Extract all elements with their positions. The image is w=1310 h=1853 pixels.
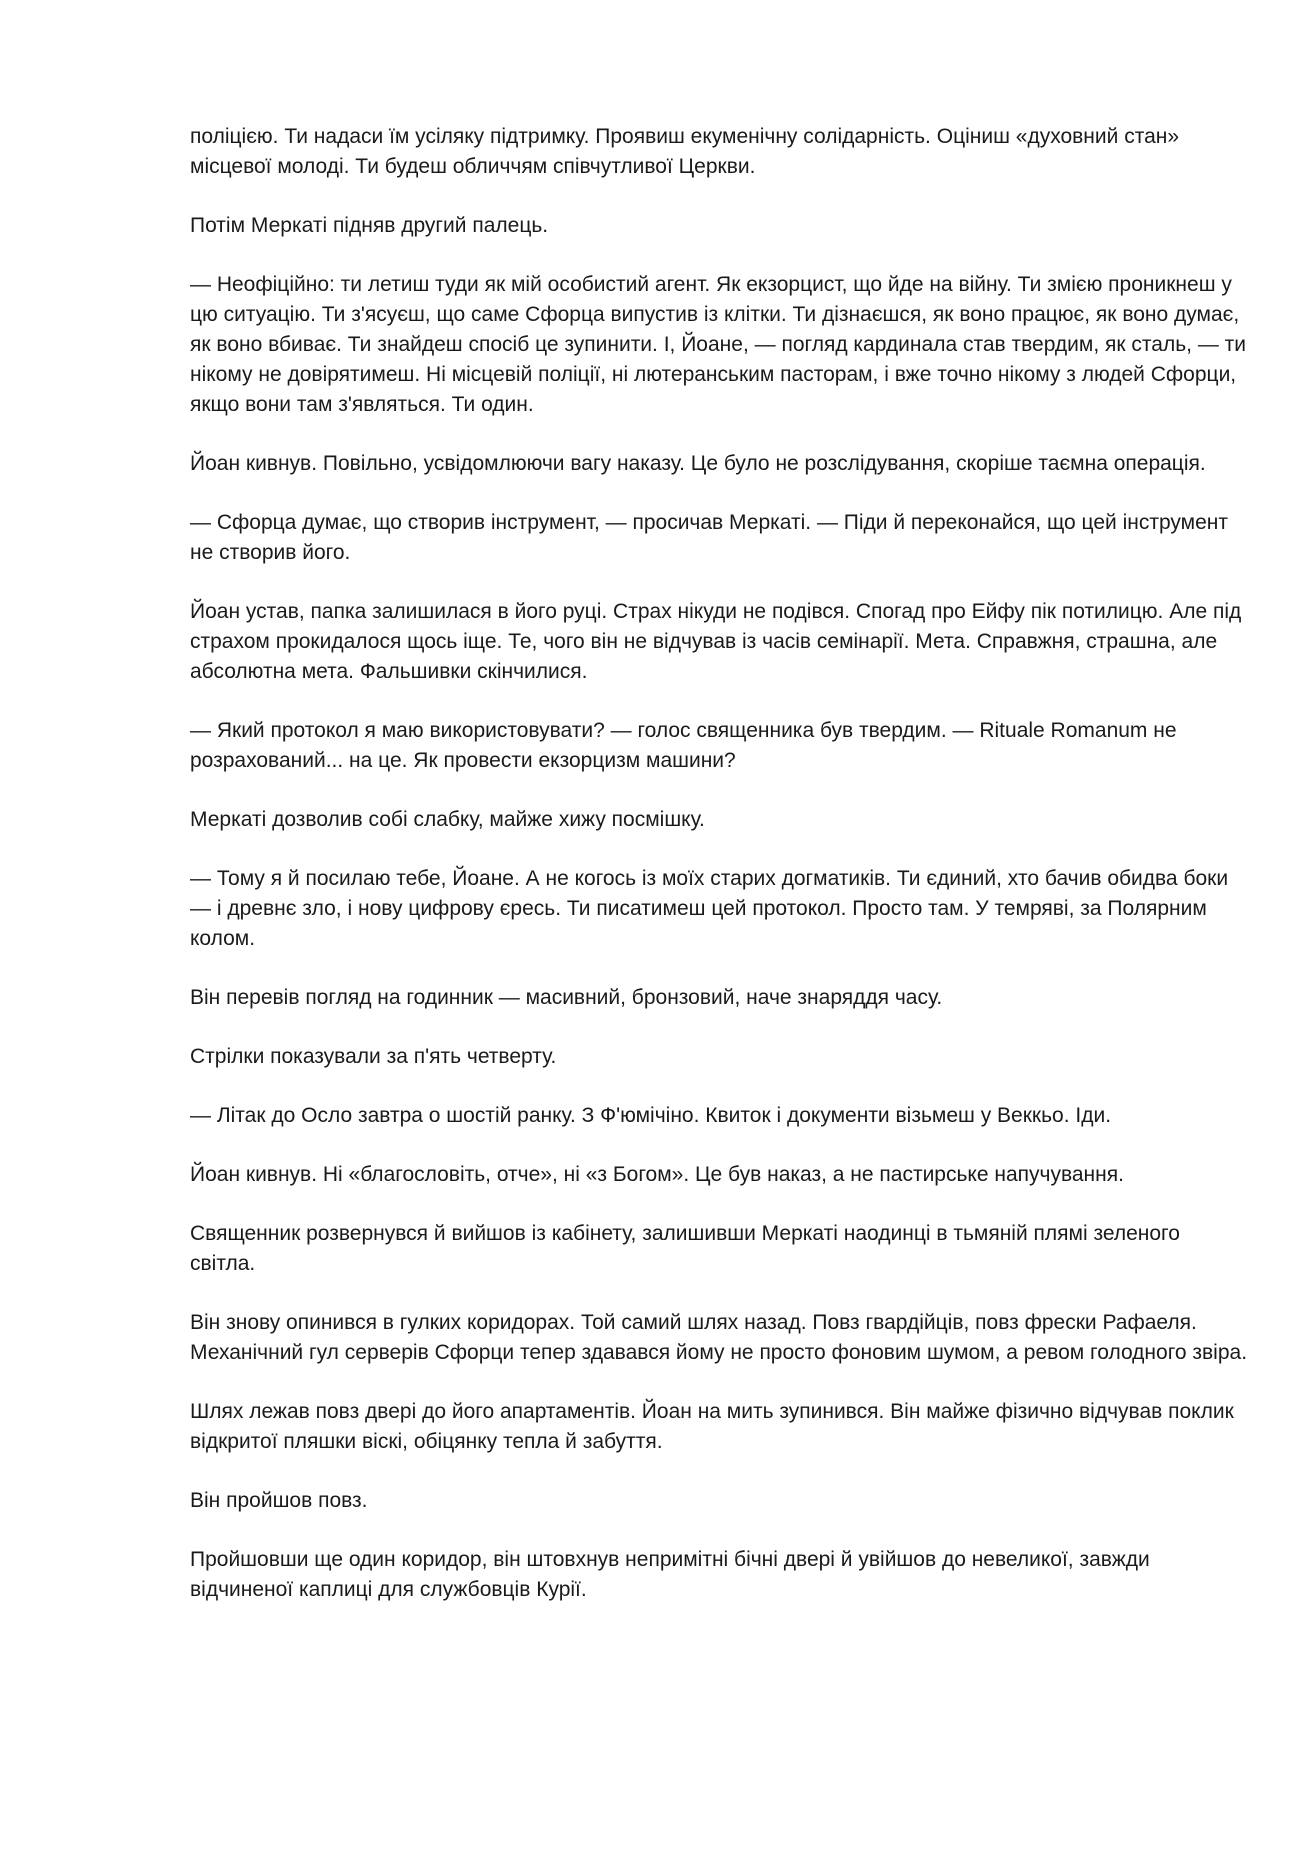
paragraph: — Сфорца думає, що створив інструмент, — просичав Меркаті. — Піди й переконайся, що цей інструмент не створив його. — [190, 511, 1228, 564]
body-text — [190, 122, 1250, 1605]
paragraph: поліцією. Ти надаси їм усіляку підтримку. Проявиш екуменічну солідарність. Оціниш «духовний стан» місцевої молоді. Ти будеш обличчям співчутливої Церкви. — [190, 125, 1180, 178]
paragraph: Йоан устав, папка залишилася в його руці. Страх нікуди не подівся. Спогад про Ейфу пік потилицю. Але під страхом прокидалося щось іще. Те, чого він не відчував із часів семінарії. Мета. Справжня, страшна, але абсолютна мета. Фальшивки скінчилися. — [190, 600, 1242, 683]
paragraph: — Літак до Осло завтра о шостій ранку. З Ф'юмічіно. Квиток і документи візьмеш у Веккьо. Іди. — [190, 1104, 1112, 1127]
paragraph: Він перевів погляд на годинник — масивний, бронзовий, наче знаряддя часу. — [190, 986, 943, 1009]
paragraph: — Який протокол я маю використовувати? — голос священника був твердим. — Rituale Romanum не розрахований... на це. Як провести екзорцизм машини? — [190, 719, 1177, 772]
paragraph: Йоан кивнув. Ні «благословіть, отче», ні «з Богом». Це був наказ, а не пастирське напучування. — [190, 1163, 1124, 1186]
paragraph: — Тому я й посилаю тебе, Йоане. А не когось із моїх старих догматиків. Ти єдиний, хто бачив обидва боки — і древнє зло, і нову цифрову єресь. Ти писатимеш цей протокол. Просто там. У темряві, за Полярним колом. — [190, 867, 1229, 950]
paragraph: — Неофіційно: ти летиш туди як мій особистий агент. Як екзорцист, що йде на війну. Ти змією проникнеш у цю ситуацію. Ти з'ясуєш, що саме Сфорца випустив із клітки. Ти дізнаєшся, як воно працює, як воно думає, як воно вбиває. Ти знайдеш спосіб це зупинити. І, Йоане, — погляд кардинала став твердим, як сталь, — ти нікому не довірятимеш. Ні місцевій поліції, ні лютеранським пасторам, і вже точно нікому з людей Сфорци, якщо вони там з'являться. Ти один. — [190, 273, 1247, 416]
paragraph: Пройшовши ще один коридор, він штовхнув непримітні бічні двері й увійшов до невеликої, завжди відчиненої каплиці для службовців Курії. — [190, 1548, 1150, 1601]
paragraph: Йоан кивнув. Повільно, усвідомлюючи вагу наказу. Це було не розслідування, скоріше таємна операція. — [190, 452, 1206, 475]
paragraph: Потім Меркаті підняв другий палець. — [190, 214, 549, 237]
paragraph: Він знову опинився в гулких коридорах. Той самий шлях назад. Повз гвардійців, повз фрески Рафаеля. Механічний гул серверів Сфорци тепер здавався йому не просто фоновим шумом, а ревом голодного звіра. — [190, 1311, 1248, 1364]
paragraph: Він пройшов повз. — [190, 1489, 368, 1512]
paragraph: Меркаті дозволив собі слабку, майже хижу посмішку. — [190, 808, 705, 831]
paragraph: Стрілки показували за п'ять четверту. — [190, 1045, 557, 1068]
paragraph: Шлях лежав повз двері до його апартаментів. Йоан на мить зупинився. Він майже фізично відчував поклик відкритої пляшки віскі, обіцянку тепла й забуття. — [190, 1400, 1234, 1453]
paragraph: Священник розвернувся й вийшов із кабінету, залишивши Меркаті наодинці в тьмяній плямі зеленого світла. — [190, 1222, 1180, 1275]
